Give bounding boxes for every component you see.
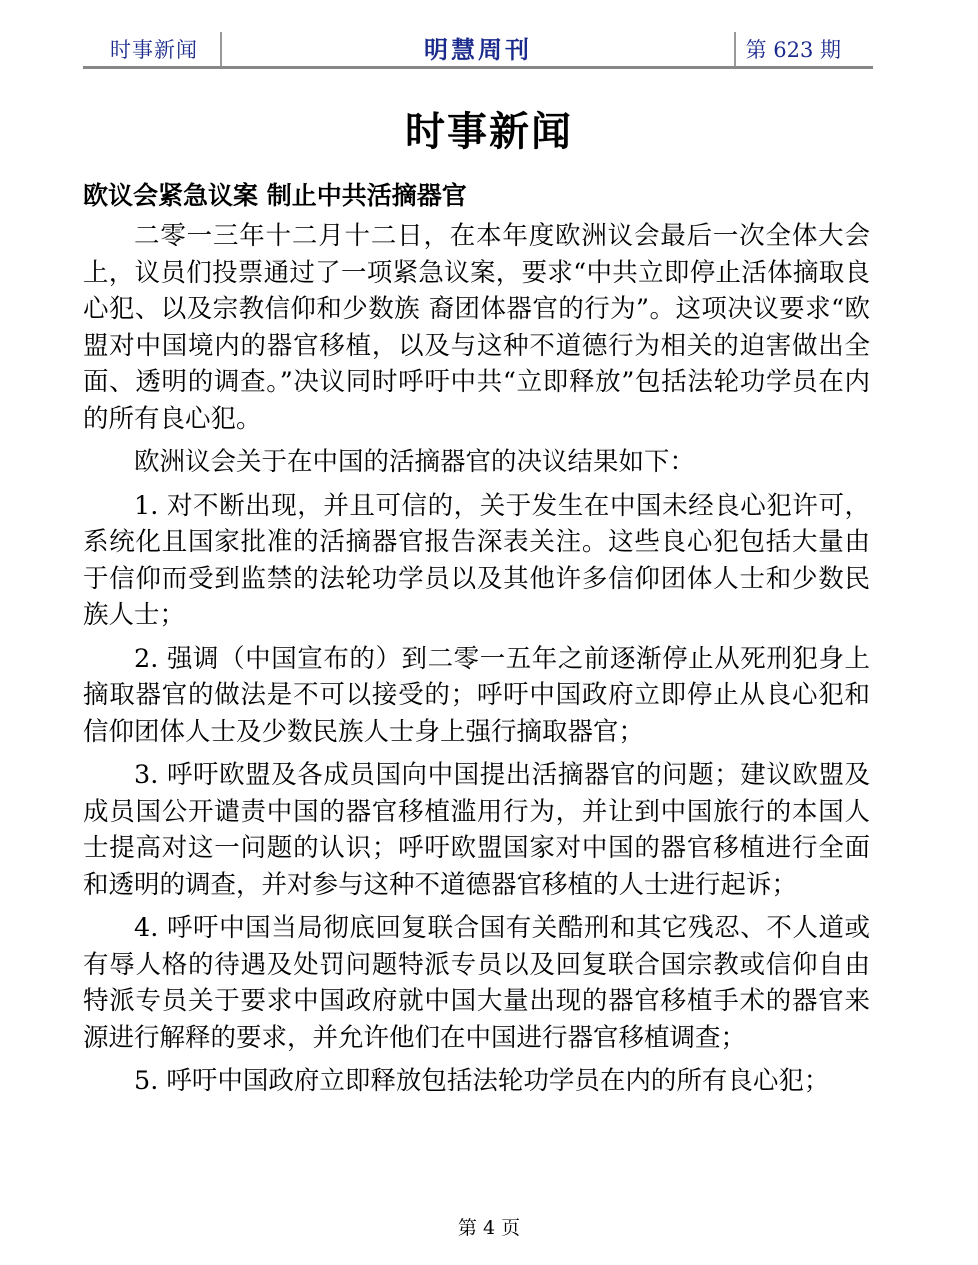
- header-rule: [83, 66, 873, 69]
- article-paragraph: 二零一三年十二月十二日，在本年度欧洲议会最后一次全体大会上，议员们投票通过了一项紧急议案，要求“中共立即停止活体摘取良心犯、以及宗教信仰和少数族 裔团体器官的行为”。这项决议要求“欧盟对中国境内的器官移植，以及与这种不道德行为相关的迫害做出全面、透明的调查。”决议同时呼吁中共“立即释放”包括法轮功学员在内的所有良心犯。: [83, 221, 870, 434]
- issue-number: 第 623 期: [745, 38, 841, 62]
- resolution-item: 3. 呼吁欧盟及各成员国向中国提出活摘器官的问题；建议欧盟及成员国公开谴责中国的器官移植滥用行为，并让到中国旅行的本国人士提高对这一问题的认识；呼吁欧盟国家对中国的器官移植进行全面和透明的调查，并对参与这种不道德器官移植的人士进行起诉；: [83, 760, 870, 900]
- resolution-item: 1. 对不断出现，并且可信的，关于发生在中国未经良心犯许可，系统化且国家批准的活摘器官报告深表关注。这些良心犯包括大量由于信仰而受到监禁的法轮功学员以及其他许多信仰团体人士和少数民族人士；: [83, 490, 870, 630]
- resolution-item: 5. 呼吁中国政府立即释放包括法轮功学员在内的所有良心犯；: [134, 1066, 830, 1096]
- page-title: 时事新闻: [405, 108, 573, 155]
- publication-name: 明慧周刊: [424, 35, 532, 64]
- resolution-item: 2. 强调（中国宣布的）到二零一五年之前逐渐停止从死刑犯身上摘取器官的做法是不可以接受的；呼吁中国政府立即停止从良心犯和信仰团体人士及少数民族人士身上强行摘取器官；: [83, 643, 870, 747]
- header-section-label: 时事新闻: [110, 38, 198, 62]
- article-title: 欧议会紧急议案 制止中共活摘器官: [83, 181, 467, 210]
- resolution-item: 4. 呼吁中国当局彻底回复联合国有关酷刑和其它残忍、不人道或有辱人格的待遇及处罚问题特派专员以及回复联合国宗教或信仰自由特派专员关于要求中国政府就中国大量出现的器官移植手术的器官来源进行解释的要求，并允许他们在中国进行器官移植调查；: [83, 913, 870, 1053]
- article-body: [83, 218, 870, 1107]
- page-number: 第 4 页: [457, 1217, 521, 1239]
- page-header: [83, 28, 873, 68]
- article-paragraph: 欧洲议会关于在中国的活摘器官的决议结果如下：: [134, 447, 696, 477]
- header-divider: [734, 32, 736, 66]
